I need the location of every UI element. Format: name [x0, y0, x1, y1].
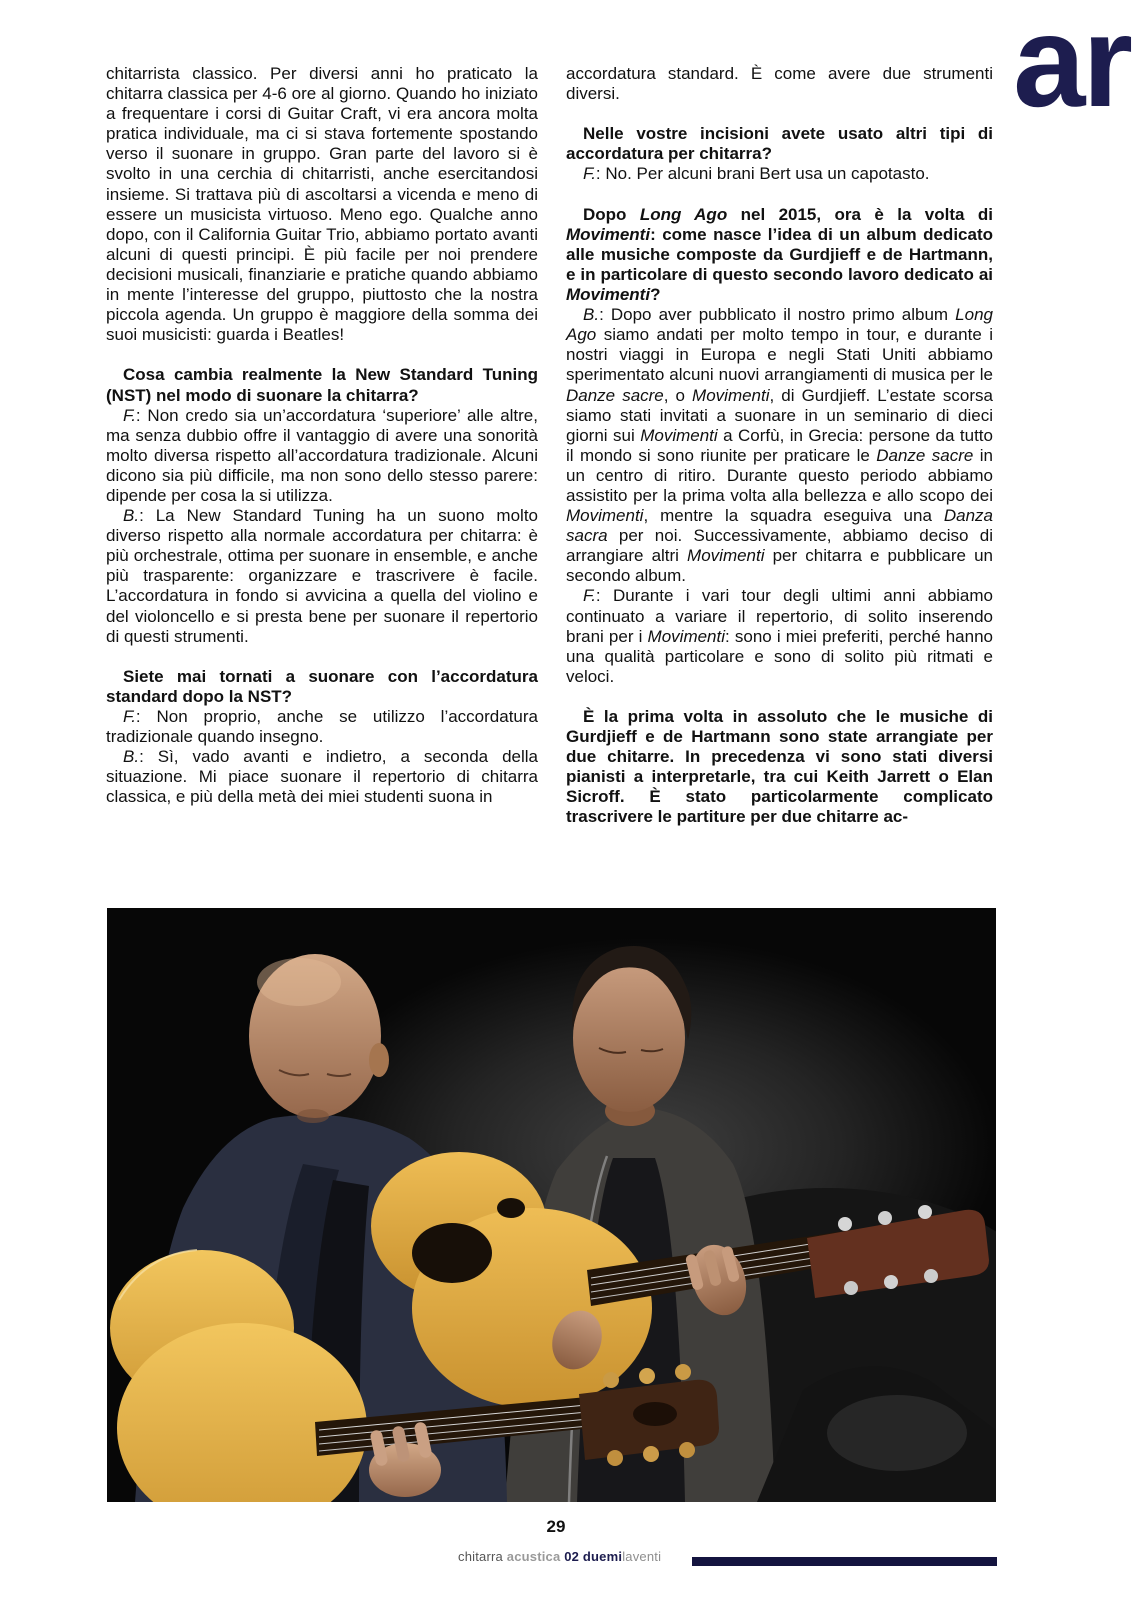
- text-segment: Cosa cambia realmente la New Standard Tuning (NST) nel modo di suonare la chitarra?: [106, 365, 538, 405]
- text-segment: Long Ago: [566, 305, 993, 345]
- magazine-title-segment: 02: [564, 1549, 583, 1564]
- text-segment: Movimenti: [640, 425, 718, 445]
- footer-bar: [692, 1557, 997, 1566]
- article-paragraph: [106, 707, 538, 747]
- text-segment: F.: [123, 707, 136, 726]
- text-segment: , di Gurdjieff. L’estate scorsa siamo stati invitati a suonare in un seminario di dieci giorni sui: [566, 385, 994, 445]
- text-segment: B.: [583, 305, 600, 325]
- article-paragraph: [106, 64, 538, 345]
- text-segment: , mentre la squadra eseguiva una: [643, 506, 944, 526]
- text-segment: : No. Per alcuni brani Bert usa un capotasto.: [595, 164, 930, 184]
- text-segment: ?: [650, 285, 661, 305]
- text-segment: siamo andati per molto tempo in tour, e durante i nostri viaggi in Europa e negli Stati Uniti abbiamo sperimentato alcuni nuovi arrangiamenti di musica per le: [566, 325, 993, 385]
- text-segment: : Non proprio, anche se utilizzo l’accordatura tradizionale quando insegno.: [106, 707, 538, 747]
- interview-question: [566, 205, 993, 305]
- knee-highlight: [827, 1395, 967, 1471]
- text-segment: , o: [663, 385, 693, 405]
- text-segment: F.: [583, 586, 596, 606]
- text-segment: Danza sacra: [566, 506, 993, 546]
- article-paragraph: [106, 506, 538, 647]
- text-segment: Danze sacre: [566, 385, 664, 405]
- text-segment: Dopo: [583, 204, 640, 224]
- text-segment: a Corfù, in Grecia: persone da tutto il mondo si sono riunite per praticare le: [566, 425, 993, 465]
- text-segment: per noi. Successivamente, abbiamo deciso di arrangiare altri: [566, 526, 993, 566]
- text-segment: Movimenti: [566, 224, 651, 244]
- article-paragraph: [106, 406, 538, 506]
- duo-guitarists-photo: [107, 908, 996, 1502]
- magazine-title: [458, 1549, 698, 1564]
- text-segment: Movimenti: [687, 546, 765, 566]
- text-segment: Danze sacre: [876, 445, 974, 465]
- article-column-2: [566, 64, 993, 828]
- text-segment: : Dopo aver pubblicato il nostro primo album: [599, 305, 956, 325]
- article-column-1: [106, 64, 538, 807]
- text-segment: accordatura standard. È come avere due strumenti diversi.: [566, 64, 993, 104]
- text-segment: : sono i miei preferiti, perché hanno una qualità particolare e sono di solito più ritmati e veloci.: [566, 626, 993, 686]
- text-segment: Movimenti: [692, 385, 770, 405]
- interview-question: [106, 667, 538, 707]
- magazine-logo: ar: [1013, 0, 1130, 134]
- magazine-title-segment: duemi: [582, 1549, 623, 1564]
- text-segment: chitarrista classico. Per diversi anni ho praticato la chitarra classica per 4-6 ore al giorno. Quando ho iniziato a frequentare i corsi di Guitar Craft, vi era ancora molta pratica individuale, ma ci si stava fortemente spostando verso il suonare in gruppo. Gran parte del lavoro si è svolto in una cerchia di chitarristi, anche esercitandosi insieme. Si trattava più di ascoltarsi a vicenda e meno di essere un musicista virtuoso. Meno ego. Qualche anno dopo, con il California Guitar Trio, abbiamo portato avanti alcuni di questi principi. È più facile per noi prendere decisioni musicali, finanziarie e pratiche quando abbiamo in mente l’interesse del gruppo, piuttosto che la nostra piccola agenda. Un gruppo è maggiore della somma dei suoi musicisti: guarda i Beatles!: [106, 64, 538, 345]
- magazine-title-segment: acustica: [506, 1549, 565, 1564]
- text-segment: : Durante i vari tour degli ultimi anni abbiamo continuato a variare il repertorio, di solito inserendo brani per i: [566, 586, 993, 646]
- text-segment: : Sì, vado avanti e indietro, a seconda della situazione. Mi piace suonare il repertorio di chitarra classica, e più della metà dei miei studenti suona in: [106, 747, 538, 807]
- interview-question: [566, 707, 993, 828]
- text-segment: : come nasce l’idea di un album dedicato alle musiche composte da Gurdjieff e de Hartmann, e in particolare di questo secondo lavoro dedicato ai: [566, 224, 993, 284]
- magazine-title-segment: laventi: [622, 1549, 662, 1564]
- interview-question: [566, 124, 993, 164]
- text-segment: Nelle vostre incisioni avete usato altri tipi di accordatura per chitarra?: [566, 124, 993, 164]
- article-paragraph: [566, 64, 993, 104]
- text-segment: Movimenti: [647, 626, 726, 646]
- text-segment: Siete mai tornati a suonare con l’accordatura standard dopo la NST?: [106, 666, 538, 706]
- article-paragraph: [106, 747, 538, 807]
- text-segment: B.: [123, 747, 140, 767]
- text-segment: Long Ago: [639, 204, 728, 224]
- text-segment: F.: [123, 405, 136, 425]
- text-segment: : Non credo sia un’accordatura ‘superiore’ alle altre, ma senza dubbio offre il vantaggio di avere una sonorità molto diversa rispetto all’accordatura tradizionale. Alcuni dicono sia più difficile, ma non sono dello stesso parere: dipende per cosa la si utilizza.: [106, 405, 538, 505]
- text-segment: per chitarra e pubblicare un secondo album.: [566, 546, 993, 586]
- text-segment: F.: [583, 164, 596, 184]
- text-segment: B.: [123, 506, 140, 526]
- page-number: 29: [546, 1517, 566, 1536]
- text-segment: in un centro di ritiro. Durante questo periodo abbiamo assistito per la prima volta alla bellezza e allo scopo dei: [566, 445, 993, 505]
- text-segment: nel 2015, ora è la volta di: [727, 204, 993, 224]
- text-segment: Movimenti: [566, 506, 644, 526]
- article-paragraph: [566, 164, 993, 184]
- interview-question: [106, 365, 538, 405]
- article-paragraph: [566, 586, 993, 686]
- text-segment: : La New Standard Tuning ha un suono molto diverso rispetto alla normale accordatura per chitarra: è più orchestrale, ottima per suonare in ensemble, e anche più trasparente: organizzare e trascrivere è facile. L’accordatura in fondo si avvicina a quella del violino e del violoncello e si presta bene per suonare il repertorio di questi strumenti.: [106, 506, 538, 646]
- text-segment: Movimenti: [566, 285, 651, 305]
- article-paragraph: [566, 305, 993, 586]
- text-segment: È la prima volta in assoluto che le musiche di Gurdjieff e de Hartmann sono state arrangiate per due chitarre. In precedenza vi sono stati diversi pianisti a interpretarle, tra cui Keith Jarrett o Elan Sicroff. È stato particolarmente complicato trascrivere le partiture per due chitarre ac-: [566, 707, 993, 827]
- magazine-title-segment: chitarra: [458, 1549, 507, 1564]
